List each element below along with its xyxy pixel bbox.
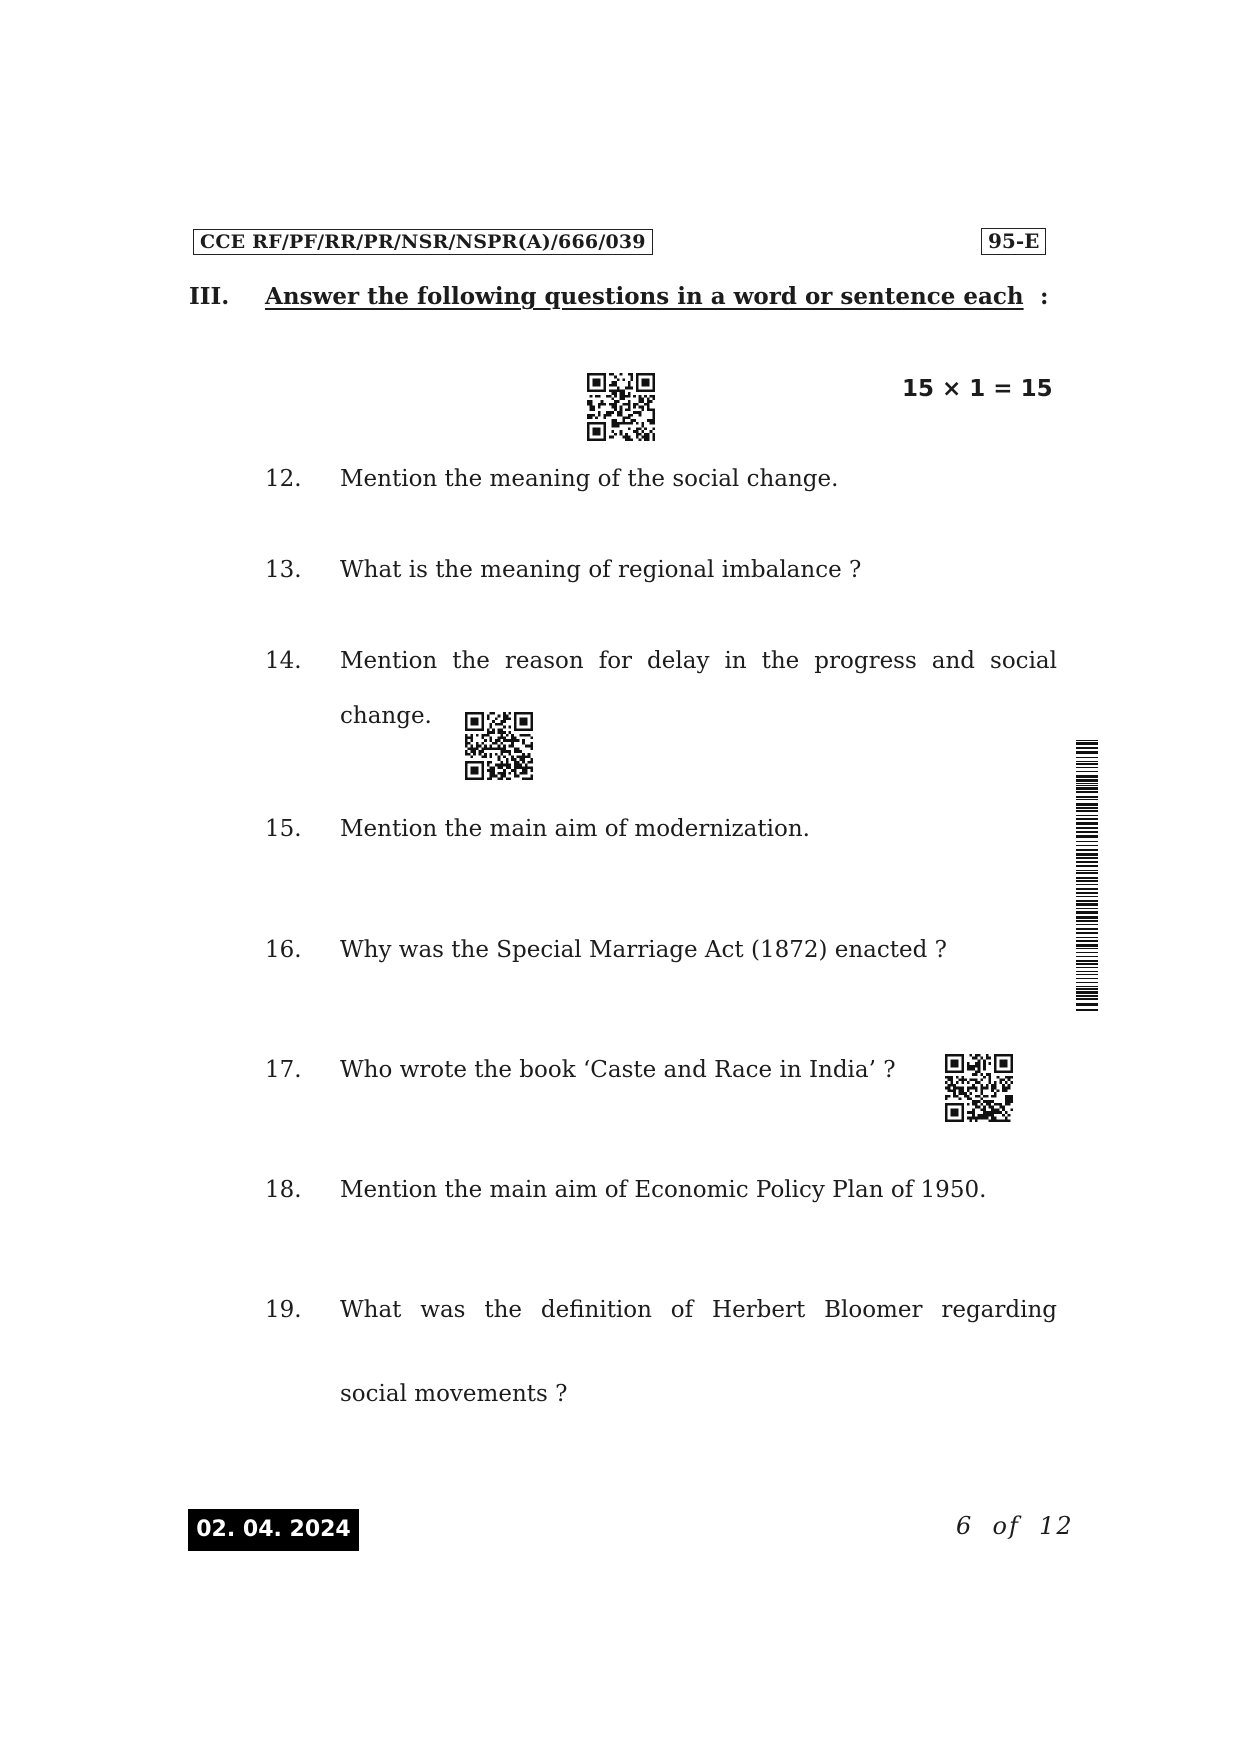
- page-number: 6 of 12: [956, 1512, 1074, 1540]
- section-number: III.: [189, 283, 230, 310]
- marks-allocation: 15 × 1 = 15: [902, 376, 1053, 402]
- question-text: Who wrote the book ‘Caste and Race in India’ ?: [340, 1057, 896, 1083]
- question-number: 19.: [265, 1297, 302, 1323]
- qr-code-icon: [587, 373, 655, 441]
- qr-code-icon: [945, 1054, 1013, 1122]
- question-text-continued: change.: [340, 703, 432, 729]
- question-number: 14.: [265, 648, 302, 674]
- question-text: Mention the main aim of modernization.: [340, 816, 810, 842]
- paper-number: 95-E: [981, 228, 1046, 255]
- section-colon: :: [1040, 283, 1049, 310]
- question-number: 15.: [265, 816, 302, 842]
- question-number: 13.: [265, 557, 302, 583]
- paper-code: CCE RF/PF/RR/PR/NSR/NSPR(A)/666/039: [193, 229, 653, 255]
- qr-code-icon: [465, 712, 533, 780]
- question-text-continued: social movements ?: [340, 1381, 568, 1407]
- question-number: 18.: [265, 1177, 302, 1203]
- exam-date: 02. 04. 2024: [188, 1509, 359, 1551]
- question-number: 16.: [265, 937, 302, 963]
- question-text: Why was the Special Marriage Act (1872) enacted ?: [340, 937, 947, 963]
- question-text: Mention the reason for delay in the progress and social: [340, 648, 1057, 674]
- question-text: Mention the meaning of the social change.: [340, 466, 839, 492]
- question-number: 12.: [265, 466, 302, 492]
- section-title: Answer the following questions in a word or sentence each: [265, 283, 1024, 310]
- question-number: 17.: [265, 1057, 302, 1083]
- barcode-icon: [1076, 740, 1098, 1012]
- question-text: What was the definition of Herbert Bloomer regarding: [340, 1297, 1057, 1323]
- question-text: What is the meaning of regional imbalance ?: [340, 557, 862, 583]
- question-text: Mention the main aim of Economic Policy Plan of 1950.: [340, 1177, 987, 1203]
